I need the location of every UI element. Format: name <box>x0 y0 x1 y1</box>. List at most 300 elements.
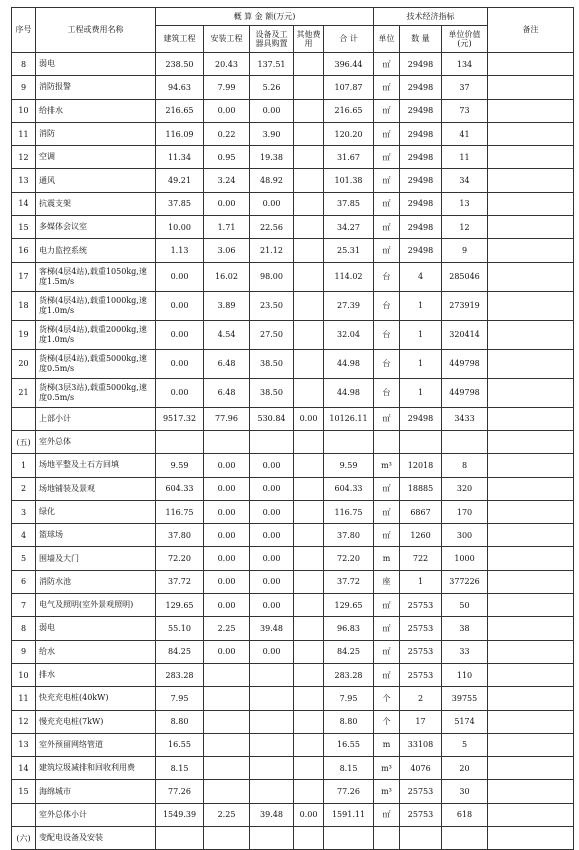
row-equip: 38.50 <box>250 378 294 407</box>
row-unit: ㎡ <box>374 803 400 826</box>
row-unit: m³ <box>374 780 400 803</box>
row-build: 11.34 <box>156 146 204 169</box>
row-build: 129.65 <box>156 594 204 617</box>
row-other <box>294 291 324 320</box>
row-qty: 1 <box>400 378 442 407</box>
row-qty: 1260 <box>400 524 442 547</box>
row-equip: 19.38 <box>250 146 294 169</box>
row-total: 114.02 <box>324 262 374 291</box>
row-unit: ㎡ <box>374 524 400 547</box>
row-other <box>294 663 324 686</box>
table-row <box>12 99 574 122</box>
row-build: 116.75 <box>156 500 204 523</box>
row-equip: 98.00 <box>250 262 294 291</box>
row-unit: ㎡ <box>374 617 400 640</box>
row-qty: 29498 <box>400 239 442 262</box>
row-unit-value: 38 <box>442 617 488 640</box>
row-remarks <box>488 262 574 291</box>
row-build: 55.10 <box>156 617 204 640</box>
row-remarks <box>488 291 574 320</box>
row-seq: 9 <box>12 76 36 99</box>
row-unit: ㎡ <box>374 640 400 663</box>
row-remarks <box>488 640 574 663</box>
row-name: 给排水 <box>36 99 156 122</box>
row-equip: 137.51 <box>250 53 294 76</box>
table-row <box>12 169 574 192</box>
row-other <box>294 349 324 378</box>
row-total: 283.28 <box>324 663 374 686</box>
row-name: 变配电设备及安装 <box>36 827 156 850</box>
row-unit: 台 <box>374 378 400 407</box>
row-seq: 9 <box>12 640 36 663</box>
row-remarks <box>488 827 574 850</box>
row-name: 空调 <box>36 146 156 169</box>
table-row <box>12 122 574 145</box>
row-seq: 12 <box>12 710 36 733</box>
row-seq: 13 <box>12 169 36 192</box>
row-total: 120.20 <box>324 122 374 145</box>
row-qty <box>400 827 442 850</box>
row-name: 篮球场 <box>36 524 156 547</box>
row-total: 8.15 <box>324 757 374 780</box>
row-name: 室外总体 <box>36 430 156 453</box>
row-name: 场地铺装及景观 <box>36 477 156 500</box>
row-qty: 29498 <box>400 53 442 76</box>
row-unit: m³ <box>374 757 400 780</box>
row-name: 快充充电桩(40kW) <box>36 687 156 710</box>
row-other <box>294 262 324 291</box>
row-unit: m <box>374 733 400 756</box>
row-name: 消防 <box>36 122 156 145</box>
table-row <box>12 733 574 756</box>
row-equip: 22.56 <box>250 216 294 239</box>
row-unit: 个 <box>374 710 400 733</box>
row-qty: 1 <box>400 291 442 320</box>
row-total: 32.04 <box>324 320 374 349</box>
row-install <box>204 687 250 710</box>
row-equip: 0.00 <box>250 640 294 663</box>
row-equip: 21.12 <box>250 239 294 262</box>
row-remarks <box>488 500 574 523</box>
row-qty: 29498 <box>400 146 442 169</box>
table-row <box>12 76 574 99</box>
row-unit-value: 34 <box>442 169 488 192</box>
row-remarks <box>488 687 574 710</box>
row-equip: 0.00 <box>250 594 294 617</box>
row-other <box>294 687 324 710</box>
table-row <box>12 192 574 215</box>
row-seq: 6 <box>12 570 36 593</box>
row-other <box>294 594 324 617</box>
row-seq: 15 <box>12 780 36 803</box>
row-other <box>294 146 324 169</box>
row-install: 3.89 <box>204 291 250 320</box>
row-other <box>294 76 324 99</box>
row-remarks <box>488 122 574 145</box>
row-build: 116.09 <box>156 122 204 145</box>
row-seq: 21 <box>12 378 36 407</box>
row-other <box>294 169 324 192</box>
row-unit: ㎡ <box>374 500 400 523</box>
row-qty: 4 <box>400 262 442 291</box>
row-total: 44.98 <box>324 349 374 378</box>
row-name: 排水 <box>36 663 156 686</box>
row-install <box>204 663 250 686</box>
row-name: 绿化 <box>36 500 156 523</box>
table-row <box>12 570 574 593</box>
row-name: 室外总体小计 <box>36 803 156 826</box>
row-install <box>204 757 250 780</box>
row-build: 0.00 <box>156 378 204 407</box>
row-qty: 25753 <box>400 594 442 617</box>
row-unit: ㎡ <box>374 594 400 617</box>
row-build: 37.80 <box>156 524 204 547</box>
row-qty: 6867 <box>400 500 442 523</box>
header-name: 工程或费用名称 <box>36 8 156 53</box>
row-unit-value: 273919 <box>442 291 488 320</box>
row-build: 94.63 <box>156 76 204 99</box>
row-seq: 12 <box>12 146 36 169</box>
row-remarks <box>488 99 574 122</box>
row-remarks <box>488 76 574 99</box>
row-unit-value: 134 <box>442 53 488 76</box>
row-other <box>294 99 324 122</box>
header-other: 其他费用 <box>294 26 324 53</box>
table-row <box>12 640 574 663</box>
row-other <box>294 192 324 215</box>
row-unit-value: 20 <box>442 757 488 780</box>
row-other <box>294 500 324 523</box>
row-remarks <box>488 430 574 453</box>
row-name: 多媒体会议室 <box>36 216 156 239</box>
row-unit: ㎡ <box>374 216 400 239</box>
table-row <box>12 827 574 850</box>
row-remarks <box>488 757 574 780</box>
table-row <box>12 617 574 640</box>
row-unit-value: 39755 <box>442 687 488 710</box>
header-total: 合 计 <box>324 26 374 53</box>
row-name: 货梯(4层4站),载重1000kg,速度1.0m/s <box>36 291 156 320</box>
row-unit-value: 3433 <box>442 407 488 430</box>
row-remarks <box>488 594 574 617</box>
table-row <box>12 780 574 803</box>
row-equip <box>250 663 294 686</box>
header-remarks: 备注 <box>488 8 574 53</box>
row-unit-value: 12 <box>442 216 488 239</box>
row-name: 上部小计 <box>36 407 156 430</box>
row-build: 283.28 <box>156 663 204 686</box>
row-unit-value: 449798 <box>442 378 488 407</box>
row-build: 49.21 <box>156 169 204 192</box>
table-row <box>12 430 574 453</box>
row-name: 室外预留网络管道 <box>36 733 156 756</box>
row-seq: 17 <box>12 262 36 291</box>
row-unit-value: 8 <box>442 454 488 477</box>
row-name: 货梯(4层4站),载重5000kg,速度0.5m/s <box>36 349 156 378</box>
row-equip <box>250 757 294 780</box>
row-other <box>294 547 324 570</box>
row-other <box>294 454 324 477</box>
table-row <box>12 803 574 826</box>
table-row <box>12 407 574 430</box>
row-build: 9.59 <box>156 454 204 477</box>
row-seq: 10 <box>12 663 36 686</box>
row-qty <box>400 430 442 453</box>
row-qty: 25753 <box>400 780 442 803</box>
row-qty: 2 <box>400 687 442 710</box>
row-name: 电气及照明(室外景观照明) <box>36 594 156 617</box>
row-remarks <box>488 407 574 430</box>
row-name: 场地平整及土石方回填 <box>36 454 156 477</box>
row-unit-value: 320414 <box>442 320 488 349</box>
row-other <box>294 640 324 663</box>
row-install: 0.00 <box>204 640 250 663</box>
row-qty: 1 <box>400 320 442 349</box>
row-total: 84.25 <box>324 640 374 663</box>
row-equip <box>250 687 294 710</box>
row-equip <box>250 430 294 453</box>
row-install: 77.96 <box>204 407 250 430</box>
row-equip: 0.00 <box>250 192 294 215</box>
row-qty: 25753 <box>400 663 442 686</box>
row-seq: 1 <box>12 454 36 477</box>
row-equip: 23.50 <box>250 291 294 320</box>
row-install <box>204 780 250 803</box>
row-other <box>294 757 324 780</box>
row-build: 7.95 <box>156 687 204 710</box>
row-name: 给水 <box>36 640 156 663</box>
row-build: 216.65 <box>156 99 204 122</box>
row-total: 1591.11 <box>324 803 374 826</box>
row-build: 1.13 <box>156 239 204 262</box>
row-build: 9517.32 <box>156 407 204 430</box>
row-unit-value: 73 <box>442 99 488 122</box>
row-qty: 29498 <box>400 192 442 215</box>
row-build: 8.15 <box>156 757 204 780</box>
row-total: 8.80 <box>324 710 374 733</box>
row-name: 围墙及大门 <box>36 547 156 570</box>
row-total: 216.65 <box>324 99 374 122</box>
row-seq: 2 <box>12 477 36 500</box>
row-unit: ㎡ <box>374 169 400 192</box>
table-row <box>12 146 574 169</box>
row-seq: 13 <box>12 733 36 756</box>
header-estimate-group: 概 算 金 额(万元) <box>156 8 374 26</box>
row-seq: 8 <box>12 53 36 76</box>
row-unit-value <box>442 827 488 850</box>
table-row <box>12 53 574 76</box>
row-total: 27.39 <box>324 291 374 320</box>
row-other <box>294 570 324 593</box>
row-name: 通风 <box>36 169 156 192</box>
row-total: 396.44 <box>324 53 374 76</box>
row-unit-value: 37 <box>442 76 488 99</box>
row-seq <box>12 407 36 430</box>
row-unit-value: 5 <box>442 733 488 756</box>
row-unit-value: 5174 <box>442 710 488 733</box>
row-qty: 25753 <box>400 617 442 640</box>
row-remarks <box>488 320 574 349</box>
row-build: 16.55 <box>156 733 204 756</box>
row-qty: 1 <box>400 570 442 593</box>
table-row <box>12 320 574 349</box>
table-row <box>12 378 574 407</box>
row-install: 0.00 <box>204 594 250 617</box>
row-other <box>294 827 324 850</box>
row-unit: 台 <box>374 262 400 291</box>
row-build: 84.25 <box>156 640 204 663</box>
row-total: 10126.11 <box>324 407 374 430</box>
row-install <box>204 733 250 756</box>
table-row <box>12 687 574 710</box>
row-total: 25.31 <box>324 239 374 262</box>
row-unit-value: 285046 <box>442 262 488 291</box>
row-seq: 15 <box>12 216 36 239</box>
row-equip <box>250 827 294 850</box>
row-qty: 4076 <box>400 757 442 780</box>
row-equip: 38.50 <box>250 349 294 378</box>
row-qty: 29498 <box>400 169 442 192</box>
table-row <box>12 663 574 686</box>
row-qty: 12018 <box>400 454 442 477</box>
row-qty: 722 <box>400 547 442 570</box>
row-install: 3.24 <box>204 169 250 192</box>
row-install: 6.48 <box>204 349 250 378</box>
row-install: 0.00 <box>204 570 250 593</box>
row-unit: 台 <box>374 291 400 320</box>
row-unit: ㎡ <box>374 146 400 169</box>
row-install: 0.00 <box>204 500 250 523</box>
row-install <box>204 827 250 850</box>
row-remarks <box>488 53 574 76</box>
table-row <box>12 710 574 733</box>
row-qty: 29498 <box>400 99 442 122</box>
row-other <box>294 53 324 76</box>
row-equip: 0.00 <box>250 454 294 477</box>
row-unit <box>374 430 400 453</box>
table-row <box>12 291 574 320</box>
row-remarks <box>488 547 574 570</box>
row-seq: 8 <box>12 617 36 640</box>
table-row <box>12 500 574 523</box>
row-unit-value: 377226 <box>442 570 488 593</box>
row-build: 1549.39 <box>156 803 204 826</box>
row-unit: ㎡ <box>374 192 400 215</box>
row-equip <box>250 733 294 756</box>
row-equip: 3.90 <box>250 122 294 145</box>
row-build <box>156 430 204 453</box>
row-name: 弱电 <box>36 53 156 76</box>
header-install: 安装工程 <box>204 26 250 53</box>
row-total: 7.95 <box>324 687 374 710</box>
row-total: 129.65 <box>324 594 374 617</box>
row-total: 96.83 <box>324 617 374 640</box>
row-install: 0.00 <box>204 99 250 122</box>
row-build <box>156 827 204 850</box>
row-name: 弱电 <box>36 617 156 640</box>
row-name: 海绵城市 <box>36 780 156 803</box>
row-equip <box>250 780 294 803</box>
row-unit: 台 <box>374 320 400 349</box>
row-equip: 39.48 <box>250 617 294 640</box>
row-qty: 29498 <box>400 122 442 145</box>
row-install: 2.25 <box>204 803 250 826</box>
row-build: 0.00 <box>156 320 204 349</box>
row-remarks <box>488 710 574 733</box>
row-total: 9.59 <box>324 454 374 477</box>
row-remarks <box>488 216 574 239</box>
row-qty: 29498 <box>400 216 442 239</box>
row-install <box>204 430 250 453</box>
row-unit: ㎡ <box>374 477 400 500</box>
row-build: 604.33 <box>156 477 204 500</box>
row-install: 0.00 <box>204 454 250 477</box>
row-total: 72.20 <box>324 547 374 570</box>
row-remarks <box>488 239 574 262</box>
row-unit-value: 1000 <box>442 547 488 570</box>
row-equip: 0.00 <box>250 500 294 523</box>
table-row <box>12 454 574 477</box>
row-seq: 18 <box>12 291 36 320</box>
row-name: 消防报警 <box>36 76 156 99</box>
row-unit: ㎡ <box>374 76 400 99</box>
row-unit: m <box>374 547 400 570</box>
row-unit: ㎡ <box>374 239 400 262</box>
row-unit: ㎡ <box>374 407 400 430</box>
row-other <box>294 524 324 547</box>
row-other <box>294 378 324 407</box>
row-unit <box>374 827 400 850</box>
row-total: 37.85 <box>324 192 374 215</box>
row-unit: ㎡ <box>374 99 400 122</box>
row-build: 37.72 <box>156 570 204 593</box>
row-seq: 16 <box>12 239 36 262</box>
row-total <box>324 430 374 453</box>
row-equip: 530.84 <box>250 407 294 430</box>
row-total: 107.87 <box>324 76 374 99</box>
row-name: 慢充充电桩(7kW) <box>36 710 156 733</box>
row-equip: 48.92 <box>250 169 294 192</box>
row-install: 1.71 <box>204 216 250 239</box>
row-seq: 3 <box>12 500 36 523</box>
row-unit-value: 13 <box>442 192 488 215</box>
row-build: 10.00 <box>156 216 204 239</box>
row-name: 货梯(4层4站),载重2000kg,速度1.0m/s <box>36 320 156 349</box>
row-qty: 33108 <box>400 733 442 756</box>
row-other <box>294 239 324 262</box>
row-total: 116.75 <box>324 500 374 523</box>
row-other <box>294 477 324 500</box>
row-qty: 29498 <box>400 407 442 430</box>
row-unit-value: 50 <box>442 594 488 617</box>
row-equip: 0.00 <box>250 99 294 122</box>
row-other <box>294 216 324 239</box>
row-unit-value: 449798 <box>442 349 488 378</box>
row-build: 8.80 <box>156 710 204 733</box>
header-equip: 设备及工器具购置 <box>250 26 294 53</box>
row-equip: 39.48 <box>250 803 294 826</box>
row-equip: 27.50 <box>250 320 294 349</box>
row-remarks <box>488 146 574 169</box>
row-build: 0.00 <box>156 262 204 291</box>
row-qty: 1 <box>400 349 442 378</box>
table-row <box>12 349 574 378</box>
row-unit-value: 110 <box>442 663 488 686</box>
row-remarks <box>488 169 574 192</box>
header-unit: 单位 <box>374 26 400 53</box>
row-unit-value: 300 <box>442 524 488 547</box>
header-tech-group: 技术经济指标 <box>374 8 488 26</box>
